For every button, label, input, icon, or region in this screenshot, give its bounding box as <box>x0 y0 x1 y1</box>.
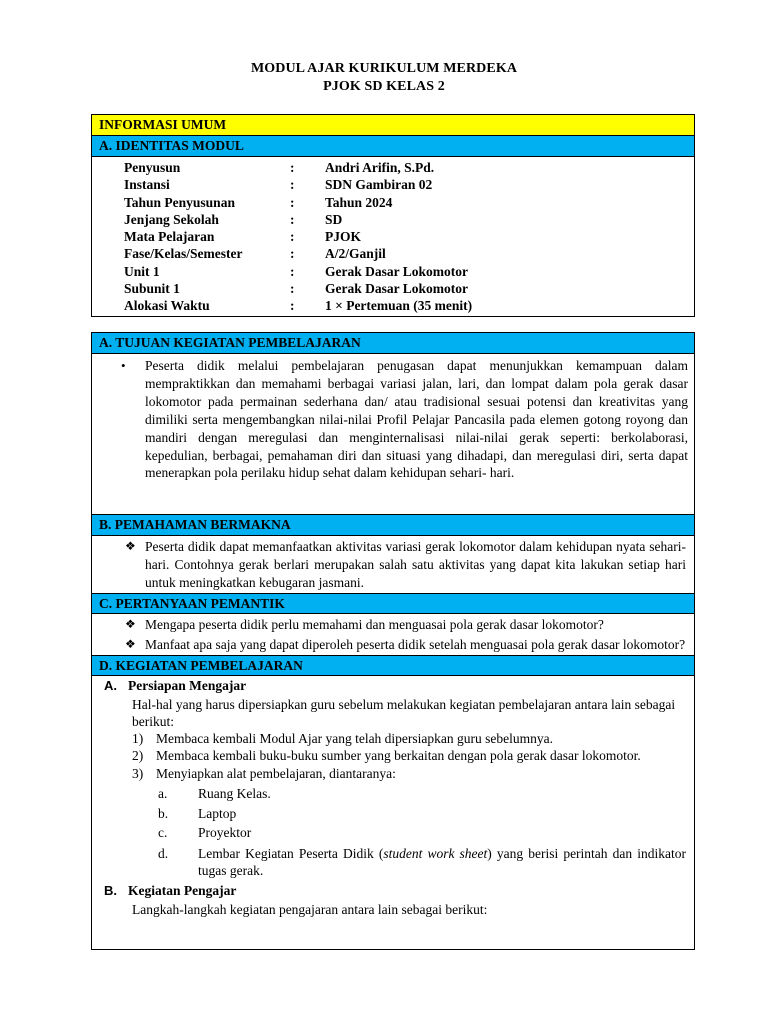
tujuan-bullet-item <box>121 357 688 482</box>
persiapan-intro: Hal-hal yang harus dipersiapkan guru sebelum melakukan kegiatan pembelajaran antara lain sebagai berikut: <box>132 696 676 729</box>
item-letter: b. <box>158 805 169 821</box>
document-title: MODUL AJAR KURIKULUM MERDEKA <box>250 61 518 76</box>
pemahaman-heading: B. PEMAHAMAN BERMAKNA <box>92 515 694 536</box>
list-item <box>132 845 686 880</box>
item-text: Proyektor <box>198 825 252 841</box>
info-section <box>91 114 695 317</box>
item-letter: c. <box>158 825 168 841</box>
persiapan-letter: A. <box>104 677 117 693</box>
identity-key: Fase/Kelas/Semester <box>124 246 243 262</box>
pengajar-body <box>92 901 694 918</box>
identity-sep: : <box>290 263 295 279</box>
identity-sep: : <box>290 229 295 245</box>
persiapan-body <box>92 696 694 880</box>
identity-value: 1 × Pertemuan (35 menit) <box>325 298 473 314</box>
list-item <box>132 765 686 782</box>
pertanyaan-text: Manfaat apa saja yang dapat diperoleh peserta didik setelah menguasai pola gerak dasar lokomotor? <box>145 636 686 652</box>
pemahaman-text: Peserta didik dapat memanfaatkan aktivitas variasi gerak lokomotor dalam kehidupan nyata sehari-hari. Contohnya gerak berlari merupakan salah satu aktivitas yang dapat kita lakukan setiap hari untuk meningkatkan kebugaran jasmani. <box>145 539 686 590</box>
item-text: Ruang Kelas. <box>198 786 271 802</box>
tujuan-text: Peserta didik melalui pembelajaran penugasan dapat menunjukkan kemampuan dalam mempraktikkan dan memahami berbagai variasi jalan, lari, dan lompat dalam pola gerak dasar lokomotor pada permainan sederhana dan/ atau tradisional sesuai potensi dan kreativitas yang dimiliki serta mengembangkan nilai-nilai Profil Pelajar Pancasila pada elemen gotong royong dan mandiri dengan meregulasi dan menginternalisasi nilai-nilai gerak seperti: berkolaborasi, kepedulian, berbagai, pemahaman diri dan situasi yang dihadapi, dan meregulasi diri, serta dapat menerapkan pola perilaku hidup sehat dalam kehidupan sehari- hari. <box>145 358 688 481</box>
diamond-bullet-icon: ❖ <box>125 636 136 651</box>
bullet-icon: • <box>121 358 126 373</box>
pengajar-letter: B. <box>104 883 117 899</box>
identity-heading: A. IDENTITAS MODUL <box>92 136 694 157</box>
item-number: 3) <box>132 765 144 781</box>
item-number: 1) <box>132 731 144 747</box>
identity-key: Mata Pelajaran <box>124 229 215 245</box>
list-item <box>121 636 686 654</box>
pertanyaan-list <box>92 614 694 655</box>
identity-sep: : <box>290 177 295 193</box>
identity-value: Gerak Dasar Lokomotor <box>325 281 468 297</box>
pemahaman-list <box>92 536 694 593</box>
identity-sep: : <box>290 281 295 297</box>
identity-sep: : <box>290 160 295 175</box>
tujuan-heading: A. TUJUAN KEGIATAN PEMBELAJARAN <box>92 333 694 354</box>
item-letter: a. <box>158 786 168 802</box>
pengajar-heading <box>92 881 694 901</box>
item-text-italic: student work sheet <box>383 845 488 861</box>
list-item <box>132 823 686 843</box>
identity-key: Alokasi Waktu <box>124 298 210 314</box>
identity-value: Andri Arifin, S.Pd. <box>325 160 435 175</box>
identity-sep: : <box>290 246 295 262</box>
document-subtitle: PJOK SD KELAS 2 <box>323 79 445 94</box>
list-item <box>132 804 686 824</box>
list-item <box>132 784 686 804</box>
persiapan-heading <box>92 676 694 696</box>
identity-key: Penyusun <box>124 160 181 175</box>
list-item <box>132 747 686 764</box>
diamond-bullet-icon: ❖ <box>125 539 136 553</box>
identity-value: SD <box>325 211 343 227</box>
pengajar-intro: Langkah-langkah kegiatan pengajaran antara lain sebagai berikut: <box>132 902 488 918</box>
identity-value: SDN Gambiran 02 <box>325 177 433 193</box>
identity-value: Gerak Dasar Lokomotor <box>325 263 468 279</box>
item-number: 2) <box>132 748 144 764</box>
identity-key: Unit 1 <box>124 263 160 279</box>
item-text-after: ) yang berisi perintah dan indikator tugas gerak. <box>198 845 686 878</box>
identity-sep: : <box>290 211 295 227</box>
identity-key: Tahun Penyusunan <box>124 194 235 210</box>
tujuan-section <box>91 332 695 516</box>
item-letter: d. <box>158 845 169 861</box>
list-item <box>132 730 686 747</box>
identity-key: Instansi <box>124 177 170 193</box>
pengajar-title: Kegiatan Pengajar <box>128 883 237 899</box>
identity-key: Subunit 1 <box>124 281 180 297</box>
diamond-bullet-icon: ❖ <box>125 616 136 631</box>
persiapan-title: Persiapan Mengajar <box>128 677 247 693</box>
identity-value: Tahun 2024 <box>325 194 393 210</box>
kegiatan-heading: D. KEGIATAN PEMBELAJARAN <box>92 655 694 676</box>
info-heading: INFORMASI UMUM <box>92 115 694 136</box>
identity-sep: : <box>290 194 295 210</box>
item-text: Membaca kembali buku-buku sumber yang berkaitan dengan pola gerak dasar lokomotor. <box>156 748 641 764</box>
identity-key: Jenjang Sekolah <box>124 211 219 227</box>
item-text: Membaca kembali Modul Ajar yang telah dipersiapkan guru sebelumnya. <box>156 731 554 747</box>
list-item <box>121 538 686 592</box>
pertanyaan-heading: C. PERTANYAAN PEMANTIK <box>92 593 694 614</box>
identity-value: A/2/Ganjil <box>325 246 386 262</box>
identity-value: PJOK <box>325 229 361 245</box>
content-section <box>91 514 695 950</box>
item-text: Menyiapkan alat pembelajaran, diantaranya: <box>156 765 396 781</box>
list-item <box>121 616 686 634</box>
identity-sep: : <box>290 298 295 314</box>
item-text-before: Lembar Kegiatan Peserta Didik ( <box>198 845 384 861</box>
pertanyaan-text: Mengapa peserta didik perlu memahami dan menguasai pola gerak dasar lokomotor? <box>145 616 604 632</box>
item-text: Laptop <box>198 805 237 821</box>
